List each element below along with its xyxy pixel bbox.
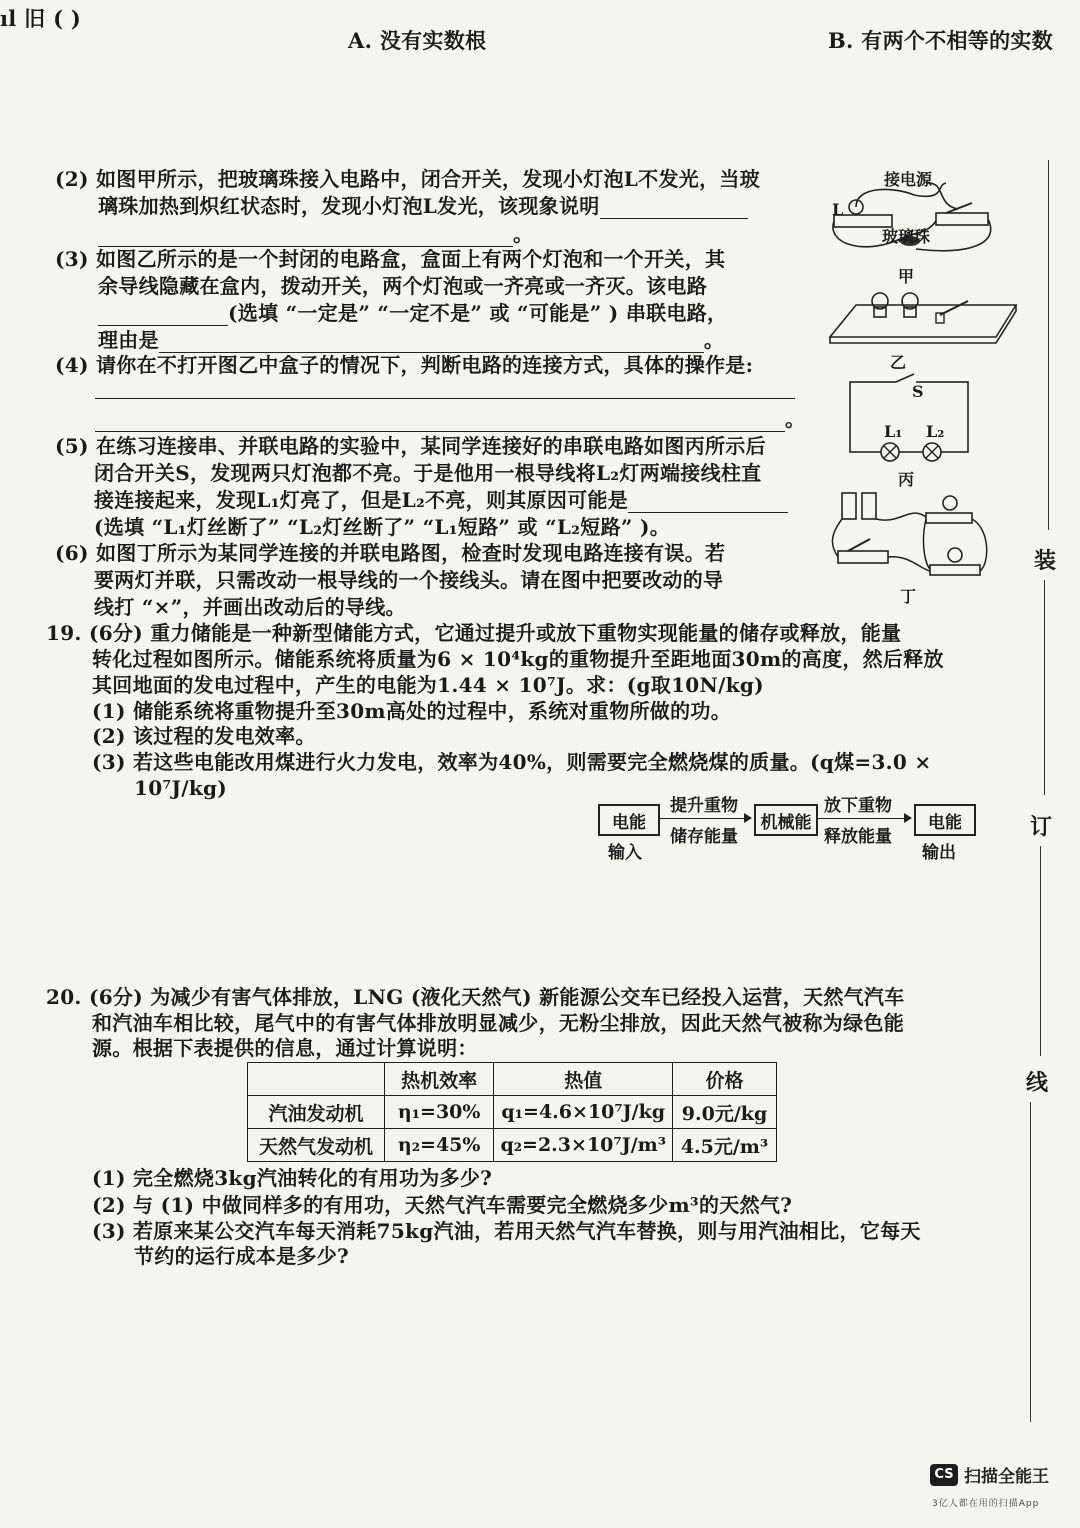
- period: 。: [785, 407, 806, 431]
- cs-logo-icon: CS: [930, 1464, 958, 1486]
- logo-subtitle: 3亿人都在用的扫描App: [932, 1499, 1040, 1509]
- table-cell: η₁=30%: [384, 1096, 494, 1129]
- q18-p6-line2: 要两灯并联，只需改动一根导线的一个接线头。请在图中把要改动的导: [94, 568, 724, 592]
- binding-xian: 线: [1026, 1070, 1049, 1096]
- binding-line: [1048, 160, 1049, 530]
- q18-p6-line3: 线打 “×”，并画出改动后的导线。: [94, 595, 406, 619]
- q18-p4-line3: [95, 406, 805, 432]
- label-glass-bead: 玻璃珠: [882, 227, 931, 246]
- table-header-cell: 热值: [494, 1063, 673, 1096]
- flow-arrow1-bottom: 储存能量: [670, 827, 738, 847]
- q18-p3-reason: 理由是: [98, 328, 159, 352]
- table-header-row: [248, 1063, 777, 1096]
- figure-ding: [830, 485, 995, 585]
- table-cell: q₁=4.6×10⁷J/kg: [494, 1096, 673, 1129]
- answer-blank[interactable]: [95, 411, 785, 432]
- flow-input-label: 输入: [608, 843, 642, 863]
- q18-p3-line2: 余导线隐藏在盒内，拨动开关，两个灯泡或一齐亮或一齐灭。该电路: [98, 274, 707, 298]
- binding-zhuang: 装: [1034, 548, 1057, 574]
- label-bulb-L: L: [832, 200, 844, 219]
- binding-line: [1040, 846, 1041, 1056]
- figure-yi: [826, 285, 1026, 355]
- q18-p5-line3: [94, 487, 788, 513]
- figure-bing: [846, 372, 976, 462]
- table-header-cell: 价格: [673, 1063, 777, 1096]
- q18-p2-line3: [98, 221, 533, 247]
- q19-line4: (1) 储能系统将重物提升至30m高处的过程中，系统对重物所做的功。: [92, 699, 731, 723]
- answer-blank[interactable]: [159, 332, 704, 353]
- q19-line6: (3) 若这些电能改用煤进行火力发电，效率为40%，则需要完全燃烧煤的质量。(q煤=3.0 ×: [92, 750, 932, 774]
- table-cell: η₂=45%: [384, 1129, 494, 1162]
- label-power-supply: 接电源: [884, 170, 933, 189]
- q20-sub4: 节约的运行成本是多少?: [134, 1244, 350, 1268]
- q18-p5-line4: (选填 “L₁灯丝断了” “L₂灯丝断了” “L₁短路” 或 “L₂短路” )。: [94, 515, 671, 539]
- flow-box-input: 电能: [598, 804, 660, 836]
- option-b: B. 有两个不相等的实数: [828, 28, 1053, 53]
- table-header-cell: [248, 1063, 385, 1096]
- period: 。: [513, 222, 534, 246]
- flow-box-mechanical: 机械能: [754, 804, 818, 836]
- q20-line1: 20. (6分) 为减少有害气体排放，LNG (液化天然气) 新能源公交车已经投入运营，天然气汽车: [46, 985, 905, 1009]
- period: 。: [703, 328, 725, 352]
- engine-table: [247, 1062, 777, 1162]
- answer-blank[interactable]: [98, 226, 513, 247]
- q20-sub3: (3) 若原来某公交汽车每天消耗75kg汽油，若用天然气汽车替换，则与用汽油相比，它每天: [92, 1219, 921, 1243]
- q18-p4-line1: (4) 请你在不打开图乙中盒子的情况下，判断电路的连接方式，具体的操作是:: [55, 353, 754, 377]
- flow-box-output: 电能: [914, 804, 976, 836]
- q18-p3-line4: [98, 327, 724, 353]
- answer-blank[interactable]: [600, 198, 748, 219]
- q18-p3-text: (选填 “一定是” “一定不是” 或 “可能是” ) 串联电路，: [228, 301, 728, 325]
- table-row: [248, 1096, 777, 1129]
- binding-line: [1030, 1102, 1031, 1422]
- q20-sub2: (2) 与 (1) 中做同样多的有用功，天然气汽车需要完全燃烧多少m³的天然气?: [92, 1193, 793, 1217]
- binding-line: [1044, 580, 1045, 795]
- q19-line5: (2) 该过程的发电效率。: [92, 724, 316, 748]
- q20-line2: 和汽油车相比较，尾气中的有害气体排放明显减少，无粉尘排放，因此天然气被称为绿色能: [92, 1011, 904, 1035]
- label-L2: L₂: [926, 422, 945, 441]
- table-cell: 汽油发动机: [248, 1096, 385, 1129]
- binding-ding: 订: [1030, 814, 1053, 840]
- table-cell: 9.0元/kg: [673, 1096, 777, 1129]
- label-switch-S: S: [912, 382, 924, 401]
- q18-p5-text: 接连接起来，发现L₁灯亮了，但是L₂不亮，则其原因可能是: [94, 488, 629, 512]
- q18-p3-line3: [98, 300, 727, 326]
- table-header-cell: 热机效率: [384, 1063, 494, 1096]
- logo-name: 扫描全能王: [964, 1467, 1049, 1487]
- q18-p2-line2: [98, 193, 748, 219]
- caption-bing: 丙: [898, 470, 915, 489]
- q20-sub1: (1) 完全燃烧3kg汽油转化的有用功为多少?: [92, 1166, 493, 1190]
- q18-p2-text: 璃珠加热到炽红状态时，发现小灯泡L发光，该现象说明: [98, 194, 600, 218]
- option-a: A. 没有实数根: [348, 28, 487, 53]
- q18-p6-line1: (6) 如图丁所示为某同学连接的并联电路图，检查时发现电路连接有误。若: [55, 541, 726, 565]
- scanner-logo: [930, 1462, 1049, 1487]
- answer-blank[interactable]: [628, 492, 788, 513]
- q18-p3-line1: (3) 如图乙所示的是一个封闭的电路盒，盒面上有两个灯泡和一个开关，其: [55, 247, 726, 271]
- q18-p5-line2: 闭合开关S，发现两只灯泡都不亮。于是他用一根导线将L₂灯两端接线柱直: [94, 461, 762, 485]
- answer-blank[interactable]: [98, 305, 228, 326]
- flow-arrow2-bottom: 释放能量: [824, 827, 892, 847]
- flow-output-label: 输出: [922, 843, 956, 863]
- q18-p5-line1: (5) 在练习连接串、并联电路的实验中，某同学连接好的串联电路如图丙所示后: [55, 434, 766, 458]
- label-L1: L₁: [884, 422, 903, 441]
- flow-arrow2-top: 放下重物: [824, 796, 892, 816]
- q19-line3: 其回地面的发电过程中，产生的电能为1.44 × 10⁷J。求：(g取10N/kg): [92, 673, 764, 697]
- q19-line1: 19. (6分) 重力储能是一种新型储能方式，它通过提升或放下重物实现能量的储存或释放，能量: [46, 621, 902, 645]
- table-cell: q₂=2.3×10⁷J/m³: [494, 1129, 673, 1162]
- q20-line3: 源。根据下表提供的信息，通过计算说明：: [92, 1036, 478, 1060]
- flow-arrow1-top: 提升重物: [670, 796, 738, 816]
- q18-p2-line1: (2) 如图甲所示，把玻璃珠接入电路中，闭合开关，发现小灯泡L不发光，当玻: [55, 167, 760, 191]
- flow-arrow2: [816, 818, 910, 819]
- caption-yi: 乙: [890, 353, 907, 372]
- caption-jia: 甲: [898, 267, 915, 286]
- q19-line2: 转化过程如图所示。储能系统将质量为6 × 10⁴kg的重物提升至距地面30m的高度，然后释放: [92, 647, 944, 671]
- q19-line7: 10⁷J/kg): [134, 776, 228, 800]
- table-cell: 天然气发动机: [248, 1129, 385, 1162]
- table-row: [248, 1129, 777, 1162]
- answer-line[interactable]: [95, 398, 795, 399]
- top-left-fragment: ıl 旧 ( ): [0, 6, 82, 31]
- flow-arrow1: [658, 818, 750, 819]
- caption-ding: 丁: [900, 587, 917, 606]
- table-cell: 4.5元/m³: [673, 1129, 777, 1162]
